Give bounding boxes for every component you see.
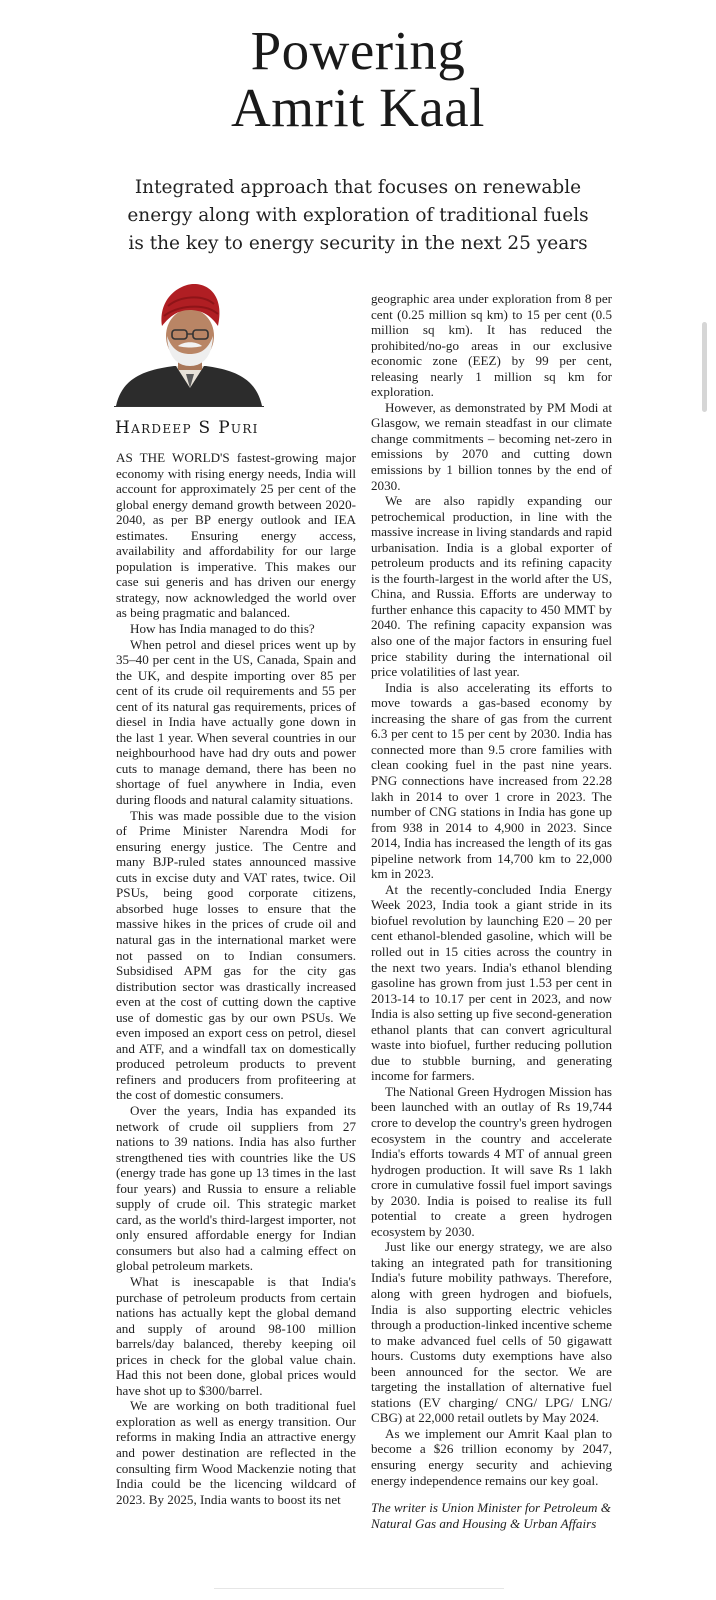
article-paragraph: Just like our energy strategy, we are also taking an integrated path for transitioning India's future mobility pathways. Therefore, along with green hydrogen and biofuels, India is also supporting electric vehicles through a production-linked incentive scheme to make advanced fuel cells of 50 gigawatt hours. Customs duty exemptions have also been announced for the sector. We are targeting the installation of alternative fuel stations (EV charging/ CNG/ LPG/ LNG/ CBG) at 22,000 retail outlets by May 2024. (371, 1239, 612, 1426)
article-paragraph: AS THE WORLD'S fastest-growing major economy with rising energy needs, India will account for approximately 25 per cent of the global energy demand growth between 2020-2040, as per BP energy outlook and IEA estimates. Ensuring energy access, availability and affordability for our large population is imperative. This makes our case sui generis and has driven our energy strategy, now acknowledged the world over as being pragmatic and balanced. (116, 450, 356, 621)
article-paragraph: At the recently-concluded India Energy Week 2023, India took a giant stride in its biofuel revolution by launching E20 – 20 per cent ethanol-blended gasoline, which will be rolled out in 15 cities across the country in the next two years. India's ethanol blending gasoline has grown from just 1.53 per cent in 2013-14 to 10.17 per cent in 2023, and now India is also setting up five second-generation ethanol plants that can convert agricultural waste into biofuel, further reducing pollution due to stubble burning, and generating income for farmers. (371, 881, 612, 1084)
author-credit: The writer is Union Minister for Petroleum & Natural Gas and Housing & Urban Affairs (371, 1500, 611, 1532)
headline-line-2: Amrit Kaal (231, 77, 485, 138)
headline (0, 22, 716, 136)
article-paragraph: How has India managed to do this? (130, 621, 315, 637)
article-paragraph: However, as demonstrated by PM Modi at Glasgow, we remain steadfast in our climate change commitments – becoming net-zero in emissions by 2070 and cutting down emissions by 1 billion tonnes by the end of 2030. (371, 399, 612, 493)
author-byline: Hardeep S Puri (115, 418, 259, 438)
standfirst-line-2: energy along with exploration of traditional fuels (127, 205, 589, 226)
standfirst-line-3: is the key to energy security in the next 25 years (128, 233, 588, 254)
article-paragraph: geographic area under exploration from 8 per cent (0.25 million sq km) to 15 per cent (0.5 million sq km). It has reduced the prohibited/no-go areas in our exclusive economic zone (EEZ) by 99 per cent, releasing nearly 1 million sq km for exploration. (371, 291, 612, 400)
headline-line-1: Powering (250, 20, 466, 81)
author-portrait-icon (114, 278, 264, 407)
article-paragraph: What is inescapable is that India's purchase of petroleum products from certain nations has actually kept the global demand and supply of around 98-100 million barrels/day balanced, thereby keeping oil prices in check for the global value chain. Had this not been done, global prices would have shot up to $300/barrel. (116, 1273, 356, 1398)
article-paragraph: The National Green Hydrogen Mission has been launched with an outlay of Rs 19,744 crore to develop the country's green hydrogen ecosystem in the country and accelerate India's efforts towards 4 MT of annual green hydrogen production. It will save Rs 1 lakh crore in cumulative fossil fuel import savings by 2030. India is poised to realise its full potential to create a green hydrogen ecosystem by 2030. (371, 1083, 612, 1239)
article-column-left (116, 450, 356, 1507)
article-column-right (371, 291, 612, 1532)
article-paragraph: We are also rapidly expanding our petrochemical production, in line with the massive increase in living standards and rapid urbanisation. India is a global exporter of petroleum products and its refining capacity is the fourth-largest in the world after the US, China, and Russia. Efforts are underway to further enhance this capacity to 450 MMT by 2040. The refining capacity expansion was also one of the major factors in ensuring fuel price stability during the international oil price volatilities of last year. (371, 493, 612, 680)
article-paragraph: As we implement our Amrit Kaal plan to become a $26 trillion economy by 2047, ensuring energy security and achieving energy independence remains our key goal. (371, 1425, 612, 1488)
standfirst-line-1: Integrated approach that focuses on renewable (134, 177, 582, 198)
article-paragraph: When petrol and diesel prices went up by 35–40 per cent in the US, Canada, Spain and the UK, and despite importing over 85 per cent of its crude oil requirements and 55 per cent of its natural gas requirements, prices of diesel in India have actually gone down in the last 1 year. When several countries in our neighbourhood have had dry outs and power cuts to manage demand, there has been no shortage of fuel anywhere in India, even during floods and natural calamity situations. (116, 636, 356, 808)
standfirst (40, 174, 676, 258)
article-paragraph: This was made possible due to the vision of Prime Minister Narendra Modi for ensuring energy justice. The Centre and many BJP-ruled states announced massive cuts in excise duty and VAT rates, twice. Oil PSUs, being good corporate citizens, absorbed huge losses to ensure that the massive hikes in the prices of crude oil and natural gas in the international market were not passed on to Indian consumers. Subsidised APM gas for the city gas distribution sector was drastically increased even at the cost of cutting down the captive use of domestic gas by our own PSUs. We even imposed an export cess on petrol, diesel and ATF, and a windfall tax on domestically produced petroleum products to prevent refiners and producers from profiteering at the cost of domestic consumers. (116, 807, 356, 1103)
divider (214, 1588, 504, 1589)
scrollbar[interactable] (702, 322, 707, 412)
article-paragraph: Over the years, India has expanded its network of crude oil suppliers from 27 nations to 39 nations. India has also further strengthened ties with countries like the US (energy trade has gone up 13 times in the last four years) and Russia to ensure a reliable supply of crude oil. This strategic market card, as the world's third-largest importer, not only ensured affordable energy for Indian consumers but also had a calming effect on global petroleum markets. (116, 1102, 356, 1274)
article-paragraph: India is also accelerating its efforts to move towards a gas-based economy by increasing the share of gas from the current 6.3 per cent to 15 per cent by 2030. India has connected more than 9.5 crore families with clean cooking fuel in the past nine years. PNG connections have increased from 22.28 lakh in 2014 to over 1 crore in 2023. The number of CNG stations in India has gone up from 938 in 2014 to 4,900 in 2023. Since 2014, India has increased the length of its gas pipeline network from 14,700 km to 22,000 km in 2023. (371, 679, 612, 882)
article-paragraph: We are working on both traditional fuel exploration as well as energy transition. Our reforms in making India an attractive energy and power destination are reflected in the consulting firm Wood Mackenzie noting that India could be the licencing wildcard of 2023. By 2025, India wants to boost its net (116, 1398, 356, 1507)
